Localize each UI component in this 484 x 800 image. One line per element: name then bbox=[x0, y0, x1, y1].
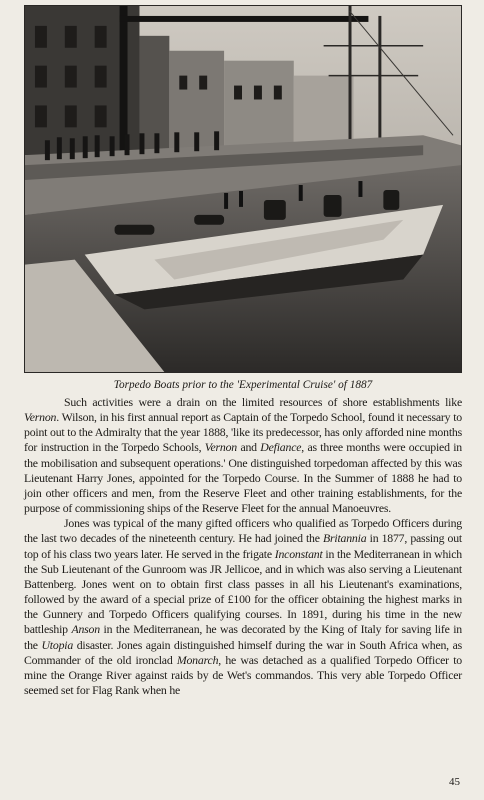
italic-text-run: Inconstant bbox=[274, 546, 323, 561]
italic-text-run: Vernon bbox=[204, 440, 238, 455]
text-run: disaster. Jones again distinguished himself during the war in South Africa when, as Commander of the old ironclad bbox=[24, 637, 463, 667]
italic-text-run: Monarch bbox=[176, 652, 219, 667]
italic-text-run: Britannia bbox=[322, 531, 367, 546]
body-text bbox=[24, 395, 462, 698]
text-run: Such activities were a drain on the limited resources of shore establishments like bbox=[64, 395, 462, 409]
text-run: in the Mediterranean in which the Sub Lieutenant of the Gunroom was JR Jellicoe, and in which was also serving a Lieutenant Battenberg. Jones went on to obtain first class passes in all his Lieutenant's examinations, followed by the award of a special prize of £100 for the officer obtaining the highest marks in the Gunnery and Torpedo Officers qualifying courses. In 1891, during his time in the new battleship bbox=[24, 546, 462, 637]
figure-caption: Torpedo Boats prior to the 'Experimental Cruise' of 1887 bbox=[113, 379, 373, 391]
text-run: , he was detached as a qualified Torpedo Officer to mine the Orange River against raids by de Wet's commandos. This very able Torpedo Officer seemed set for Flag Rank when he bbox=[24, 652, 462, 697]
torpedo-boats-photo bbox=[24, 5, 462, 373]
italic-text-run: Vernon bbox=[24, 410, 57, 425]
text-run: and bbox=[237, 440, 261, 455]
paragraph-1 bbox=[24, 395, 462, 516]
page-number: 45 bbox=[449, 776, 460, 788]
italic-text-run: Anson bbox=[71, 622, 100, 637]
italic-text-run: Utopia bbox=[41, 637, 74, 652]
photo-illustration bbox=[25, 6, 461, 372]
text-run: Jones was typical of the many gifted officers who qualified as Torpedo Officers during the last two decades of the nineteenth century. He had joined the bbox=[24, 516, 462, 546]
text-run: in 1877, passing out top of his class two years later. He served in the frigate bbox=[24, 531, 462, 561]
text-run: in the Mediterranean, he was decorated by the King of Italy for saving life in the bbox=[24, 622, 462, 652]
paragraph-2 bbox=[24, 516, 462, 698]
text-run: . Wilson, in his first annual report as Captain of the Torpedo School, found it necessary to point out to the Admiralty that the year 1888, 'like its predecessor, has only afforded nine months for instruction in the Torpedo Schools, bbox=[24, 410, 462, 455]
italic-text-run: Defiance bbox=[260, 440, 302, 455]
text-run: , as three months were occupied in the mobilisation and subsequent operations.' One distinguished torpedoman affected by this was Lieutenant Harry Jones, appointed for the Torpedo Course. In the Summer of 1888 he had to join other officers and men, from the Reserve Fleet and other training establishments, for the purpose of commissioning ships of the Reserve Fleet for the annual Manoeuvres. bbox=[24, 440, 462, 516]
